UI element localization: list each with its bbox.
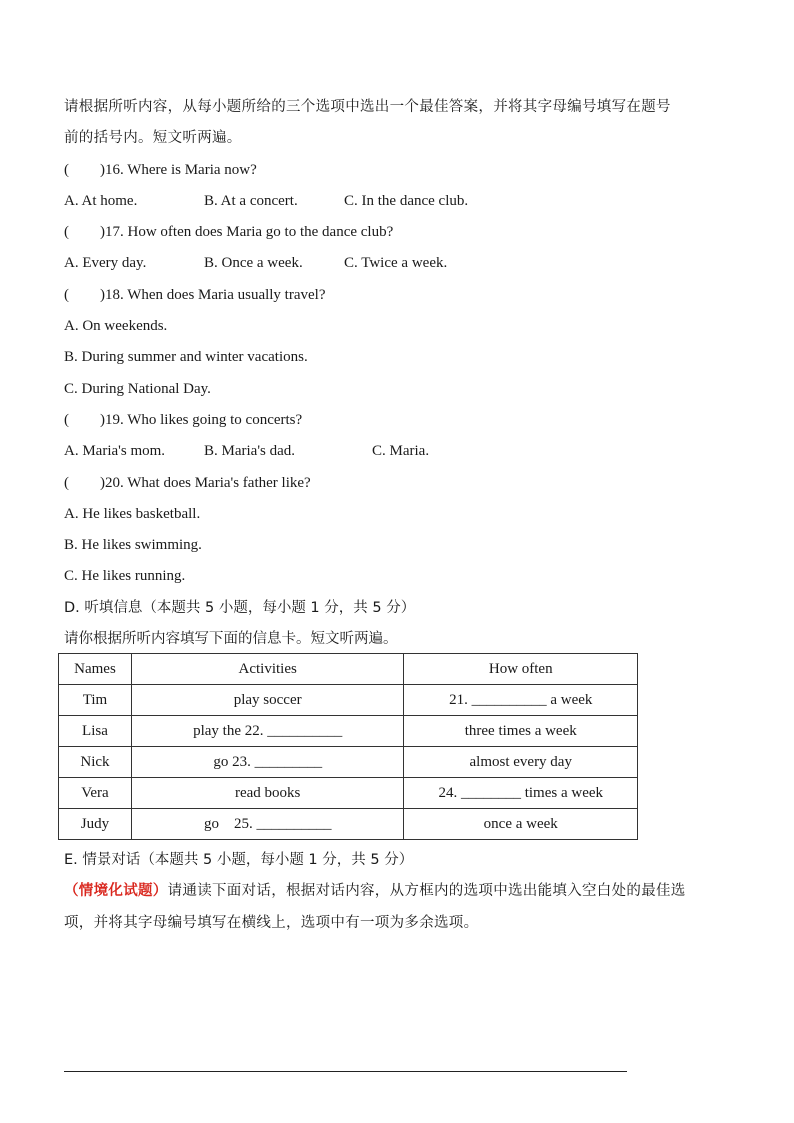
- cell-activity: go 23. _________: [131, 747, 404, 778]
- info-card-table: [58, 653, 638, 840]
- question-text: )16. Where is Maria now?: [100, 161, 257, 178]
- cell-name: Tim: [59, 685, 132, 716]
- header-activities: Activities: [131, 654, 404, 685]
- option-b: B. Maria's dad.: [204, 443, 296, 460]
- options-17: [64, 248, 734, 279]
- cell-frequency: 24. ________ times a week: [404, 778, 638, 809]
- question-17: [64, 217, 734, 248]
- question-text: )17. How often does Maria go to the dance club?: [100, 224, 394, 241]
- option-a: A. Every day.: [64, 255, 147, 272]
- cell-name: Lisa: [59, 716, 132, 747]
- question-20: [64, 468, 734, 499]
- section-e-instruction-1: [64, 876, 744, 907]
- section-d-heading: D. 听填信息（本题共 5 小题，每小题 1 分，共 5 分）: [64, 599, 416, 616]
- table-header-row: [59, 654, 638, 685]
- options-19: [64, 436, 734, 467]
- intro-line-2: 前的括号内。短文听两遍。: [64, 130, 242, 147]
- header-how-often: How often: [404, 654, 638, 685]
- answer-bracket: (: [64, 161, 69, 178]
- option-b: B. Once a week.: [204, 255, 303, 272]
- table-row: [59, 747, 638, 778]
- table-row: [59, 716, 638, 747]
- option-c: C. During National Day.: [64, 380, 211, 397]
- header-names: Names: [59, 654, 132, 685]
- answer-bracket: (: [64, 224, 69, 241]
- question-19: [64, 405, 734, 436]
- cell-name: Vera: [59, 778, 132, 809]
- footer-rule: [64, 1071, 627, 1072]
- table-row: [59, 685, 638, 716]
- option-c: C. Twice a week.: [344, 255, 448, 272]
- cell-activity: play the 22. __________: [131, 716, 404, 747]
- option-b: B. At a concert.: [204, 192, 298, 209]
- cell-activity: play soccer: [131, 685, 404, 716]
- section-e-heading: E. 情景对话（本题共 5 小题，每小题 1 分，共 5 分）: [64, 852, 414, 868]
- question-text: )19. Who likes going to concerts?: [100, 411, 303, 428]
- cell-frequency: almost every day: [404, 747, 638, 778]
- cell-frequency: three times a week: [404, 716, 638, 747]
- cell-activity: read books: [131, 778, 404, 809]
- intro-line-1: 请根据所听内容，从每小题所给的三个选项中选出一个最佳答案，并将其字母编号填写在题号: [64, 99, 671, 115]
- option-c: C. Maria.: [372, 443, 430, 460]
- section-e-instruction-2: 项，并将其字母编号填写在横线上，选项中有一项为多余选项。: [64, 914, 479, 931]
- table-row: [59, 778, 638, 809]
- question-16: [64, 155, 734, 186]
- question-18: [64, 280, 734, 311]
- instruction-text: 请通读下面对话，根据对话内容，从方框内的选项中选出能填入空白处的最佳选: [167, 883, 686, 900]
- option-b: B. He likes swimming.: [64, 537, 202, 554]
- answer-bracket: (: [64, 286, 69, 303]
- situational-tag: （情境化试题）: [64, 883, 168, 900]
- answer-bracket: (: [64, 411, 69, 428]
- cell-activity: go 25. __________: [131, 809, 404, 840]
- option-b: B. During summer and winter vacations.: [64, 349, 308, 366]
- option-a: A. He likes basketball.: [64, 505, 201, 522]
- question-text: )18. When does Maria usually travel?: [100, 286, 326, 303]
- answer-bracket: (: [64, 474, 69, 491]
- option-c: C. He likes running.: [64, 568, 186, 585]
- cell-frequency: 21. __________ a week: [404, 685, 638, 716]
- option-a: A. Maria's mom.: [64, 443, 166, 460]
- cell-name: Nick: [59, 747, 132, 778]
- option-a: A. At home.: [64, 192, 138, 209]
- options-16: [64, 186, 734, 217]
- option-a: A. On weekends.: [64, 318, 168, 335]
- option-c: C. In the dance club.: [344, 192, 469, 209]
- exam-page: [64, 92, 734, 655]
- section-e: [64, 845, 744, 939]
- question-text: )20. What does Maria's father like?: [100, 474, 311, 491]
- cell-name: Judy: [59, 809, 132, 840]
- section-d-instruction: 请你根据所听内容填写下面的信息卡。短文听两遍。: [64, 631, 398, 648]
- table-row: [59, 809, 638, 840]
- cell-frequency: once a week: [404, 809, 638, 840]
